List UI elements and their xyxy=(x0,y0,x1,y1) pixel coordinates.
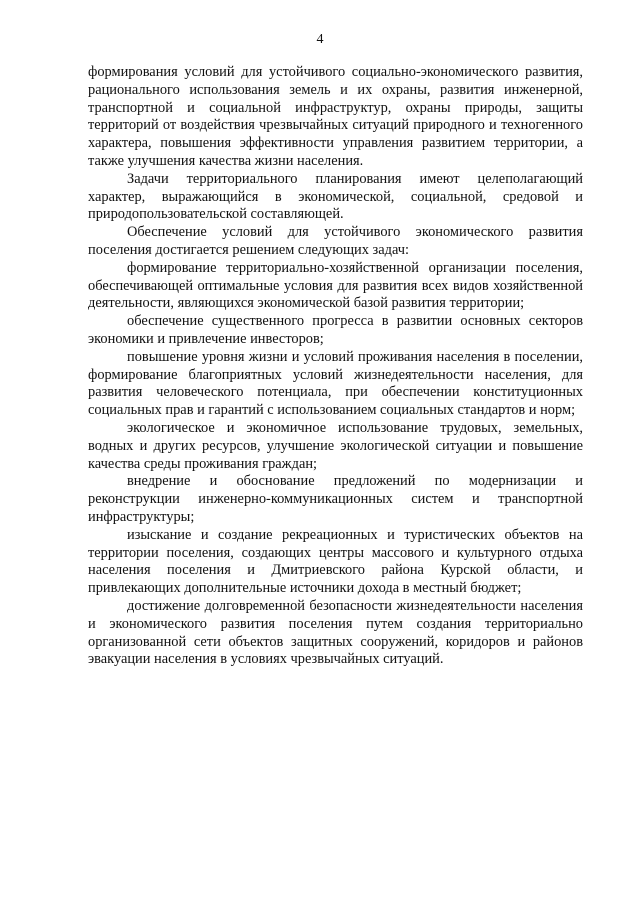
list-item-resource-use: экологическое и экономичное использование трудовых, земельных, водных и других ресурсов, улучшение экологической ситуации и повышение качества среды проживания граждан; xyxy=(88,419,583,472)
body-text xyxy=(88,64,583,669)
list-item-recreation-tourism: изыскание и создание рекреационных и туристических объектов на территории поселения, создающих центры массового и культурного отдыха населения поселения и Дмитриевского района Курской области, и привлекающих дополнительные источники дохода в местный бюджет; xyxy=(88,526,583,597)
paragraph-tasks-intro: Обеспечение условий для устойчивого экономического развития поселения достигается решением следующих задач: xyxy=(88,224,583,258)
paragraph-continuation: формирования условий для устойчивого социально-экономического развития, рационального использования земель и их охраны, развития инженерной, транспортной и социальной инфраструктур, охраны природы, защиты территорий от воздействия чрезвычайных ситуаций природного и техногенного характера, повышения эффективности управления развитием территории, а также улучшения качества жизни населения. xyxy=(88,64,583,169)
paragraph-planning-goals: Задачи территориального планирования имеют целеполагающий характер, выражающийся в экономической, социальной, средовой и природопользовательской составляющей. xyxy=(88,170,583,223)
list-item-economic-progress: обеспечение существенного прогресса в развитии основных секторов экономики и привлечение инвесторов; xyxy=(88,313,583,347)
list-item-territorial-organization: формирование территориально-хозяйственной организации поселения, обеспечивающей оптимальные условия для развития всех видов хозяйственной деятельности, являющихся экономической базой развития территории; xyxy=(88,259,583,312)
list-item-living-standards: повышение уровня жизни и условий проживания населения в поселении, формирование благоприятных условий жизнедеятельности населения, для развития человеческого потенциала, при обеспечении конституционных социальных прав и гарантий с использованием социальных стандартов и норм; xyxy=(88,348,583,419)
page-number: 4 xyxy=(316,32,324,47)
list-item-safety: достижение долговременной безопасности жизнедеятельности населения и экономического развития поселения путем создания территориально организованной сети объектов защитных сооружений, коридоров и районов эвакуации населения в условиях чрезвычайных ситуаций. xyxy=(88,597,583,668)
list-item-infrastructure-modernization: внедрение и обоснование предложений по модернизации и реконструкции инженерно-коммуникационных систем и транспортной инфраструктуры; xyxy=(88,473,583,525)
